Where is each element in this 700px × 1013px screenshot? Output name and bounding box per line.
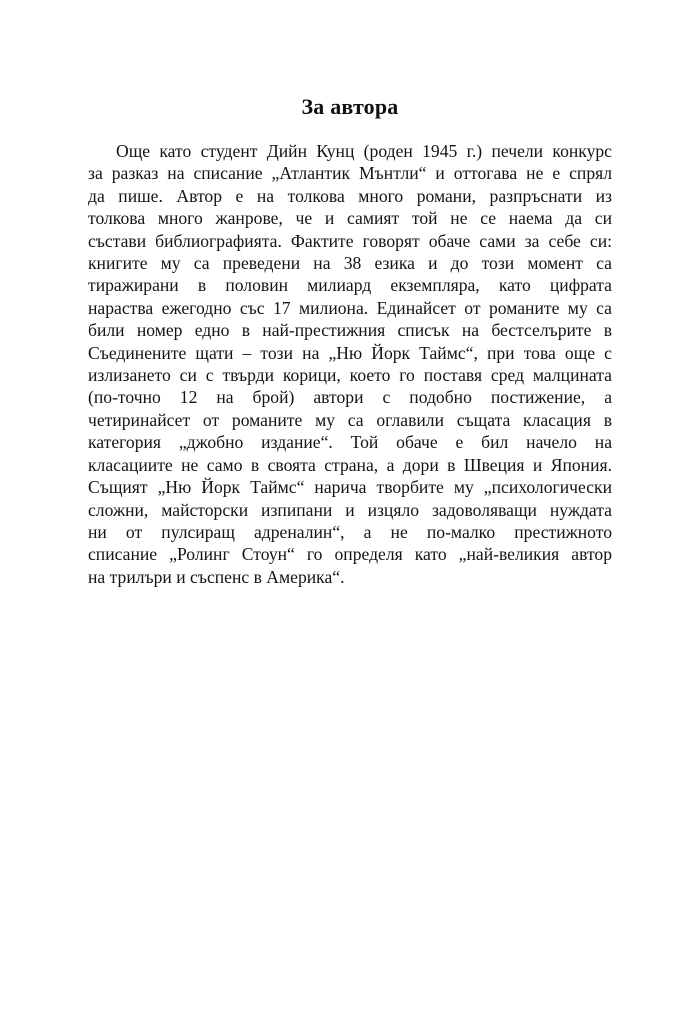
- paragraph-line: книгите му са преведени на 38 езика и до този момент са: [88, 253, 612, 274]
- paragraph-line: Още като студент Дийн Кунц (роден 1945 г.) печели конкурс: [116, 141, 612, 161]
- paragraph-line: класациите не само в своята страна, а дори в Швеция и Япония.: [88, 454, 612, 475]
- paragraph-line: Съединените щати – този на „Ню Йорк Таймс“, при това още с: [88, 342, 612, 363]
- paragraph-line: списание „Ролинг Стоун“ го определя като „най-великия автор: [88, 544, 612, 565]
- body-paragraph: [88, 140, 612, 588]
- paragraph-line: (по-точно 12 на брой) автори с подобно постижение, а: [88, 387, 612, 408]
- paragraph-line: за разказ на списание „Атлантик Мънтли“ и оттогава не е спрял: [88, 163, 612, 184]
- paragraph-line: Същият „Ню Йорк Таймс“ нарича творбите му „психологически: [88, 477, 612, 498]
- paragraph-line: нараства ежегодно със 17 милиона. Единайсет от романите му са: [88, 297, 612, 318]
- paragraph-line: четиринайсет от романите му са оглавили същата класация в: [88, 409, 612, 430]
- paragraph-line: излизането си с твърди корици, което го поставя сред малцината: [88, 365, 612, 386]
- paragraph-line: толкова много жанрове, че и самият той не се наема да си: [88, 208, 612, 229]
- page-title: За автора: [301, 94, 399, 119]
- paragraph-line: категория „джобно издание“. Той обаче е бил начело на: [88, 432, 612, 453]
- paragraph-line: да пише. Автор е на толкова много романи, разпръснати из: [88, 185, 612, 206]
- paragraph-line: сложни, майсторски изпипани и изцяло задоволяващи нуждата: [88, 499, 612, 520]
- paragraph-line: тиражирани в половин милиард екземпляра, като цифрата: [88, 275, 612, 296]
- paragraph-line: състави библиографията. Фактите говорят обаче сами за себе си:: [88, 230, 612, 251]
- paragraph-line: ни от пулсиращ адреналин“, а не по-малко престижното: [88, 521, 612, 542]
- paragraph-line: на трилъри и съспенс в Америка“.: [88, 566, 345, 587]
- paragraph-line: били номер едно в най-престижния списък на бестселърите в: [88, 320, 612, 341]
